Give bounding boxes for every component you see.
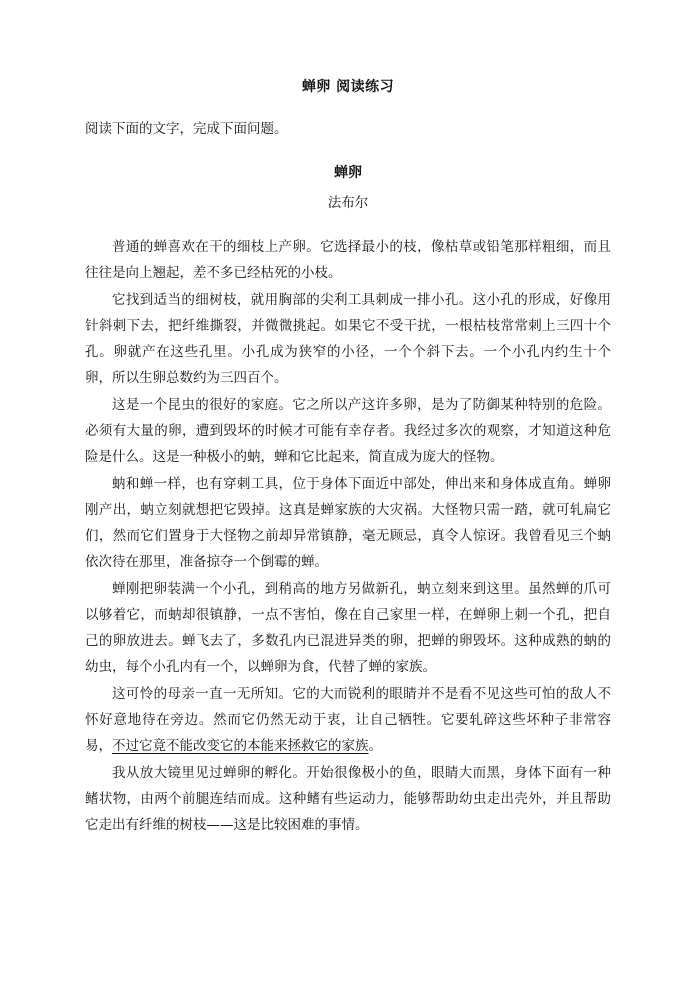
paragraph-5: 蝉刚把卵装满一个小孔，到稍高的地方另做新孔，蚋立刻来到这里。虽然蝉的爪可以够着它，而蚋却很镇静，一点不害怕，像在自己家里一样，在蝉卵上刺一个孔，把自己的卵放进去。蝉飞去了，多数孔内已混进异类的卵，把蝉的卵毁坏。这种成熟的蚋的幼虫，每个小孔内有一个，以蝉卵为食，代替了蝉的家族。 (85, 581, 611, 675)
article-title: 蝉卵 (334, 165, 362, 181)
paragraph-3: 这是一个昆虫的很好的家庭。它之所以产这许多卵，是为了防御某种特别的危险。必须有大量的卵，遭到毁坏的时候才可能有幸存者。我经过多次的观察，才知道这种危险是什么。这是一种极小的蚋，蝉和它比起来，简直成为庞大的怪物。 (85, 397, 611, 465)
underlined-sentence: 不过它竟不能改变它的本能来拯救它的家族 (112, 738, 369, 754)
paragraph-7: 我从放大镜里见过蝉卵的孵化。开始很像极小的鱼，眼睛大而黑，身体下面有一种鳍状物，由两个前腿连结而成。这种鳍有些运动力，能够帮助幼虫走出壳外，并且帮助它走出有纤维的树枝——这是比较困难的事情。 (85, 765, 611, 833)
paragraph-6 (85, 681, 611, 759)
article-body (85, 234, 611, 838)
paragraph-6-text: 这可怜的母亲一直一无所知。它的大而锐利的眼睛并不是看不见这些可怕的敌人不怀好意地待在旁边。然而它仍然无动于衷，让自己牺牲。它要轧碎这些坏种子非常容易， (85, 686, 611, 754)
paragraph-2: 它找到适当的细树枝，就用胸部的尖利工具刺成一排小孔。这小孔的形成，好像用针斜刺下去，把纤维撕裂，并微微挑起。如果它不受干扰，一根枯枝常常刺上三四十个孔。卵就产在这些孔里。小孔成为狭窄的小径，一个个斜下去。一个小孔内约生十个卵，所以生卵总数约为三四百个。 (85, 292, 611, 386)
paragraph-4: 蚋和蝉一样，也有穿刺工具，位于身体下面近中部处，伸出来和身体成直角。蝉卵刚产出，蚋立刻就想把它毁掉。这真是蝉家族的大灾祸。大怪物只需一踏，就可轧扁它们，然而它们置身于大怪物之前却异常镇静，毫无顾忌，真令人惊讶。我曾看见三个蚋依次待在那里，准备掠夺一个倒霉的蝉。 (85, 476, 611, 570)
document-title: 蝉卵 阅读练习 (301, 79, 395, 95)
article-author: 法布尔 (327, 195, 369, 211)
paragraph-1: 普通的蝉喜欢在干的细枝上产卵。它选择最小的枝，像枯草或铅笔那样粗细，而且往往是向上翘起，差不多已经枯死的小枝。 (85, 239, 611, 281)
instruction-text: 阅读下面的文字，完成下面问题。 (85, 121, 288, 137)
paragraph-6-tail: 。 (368, 738, 382, 754)
